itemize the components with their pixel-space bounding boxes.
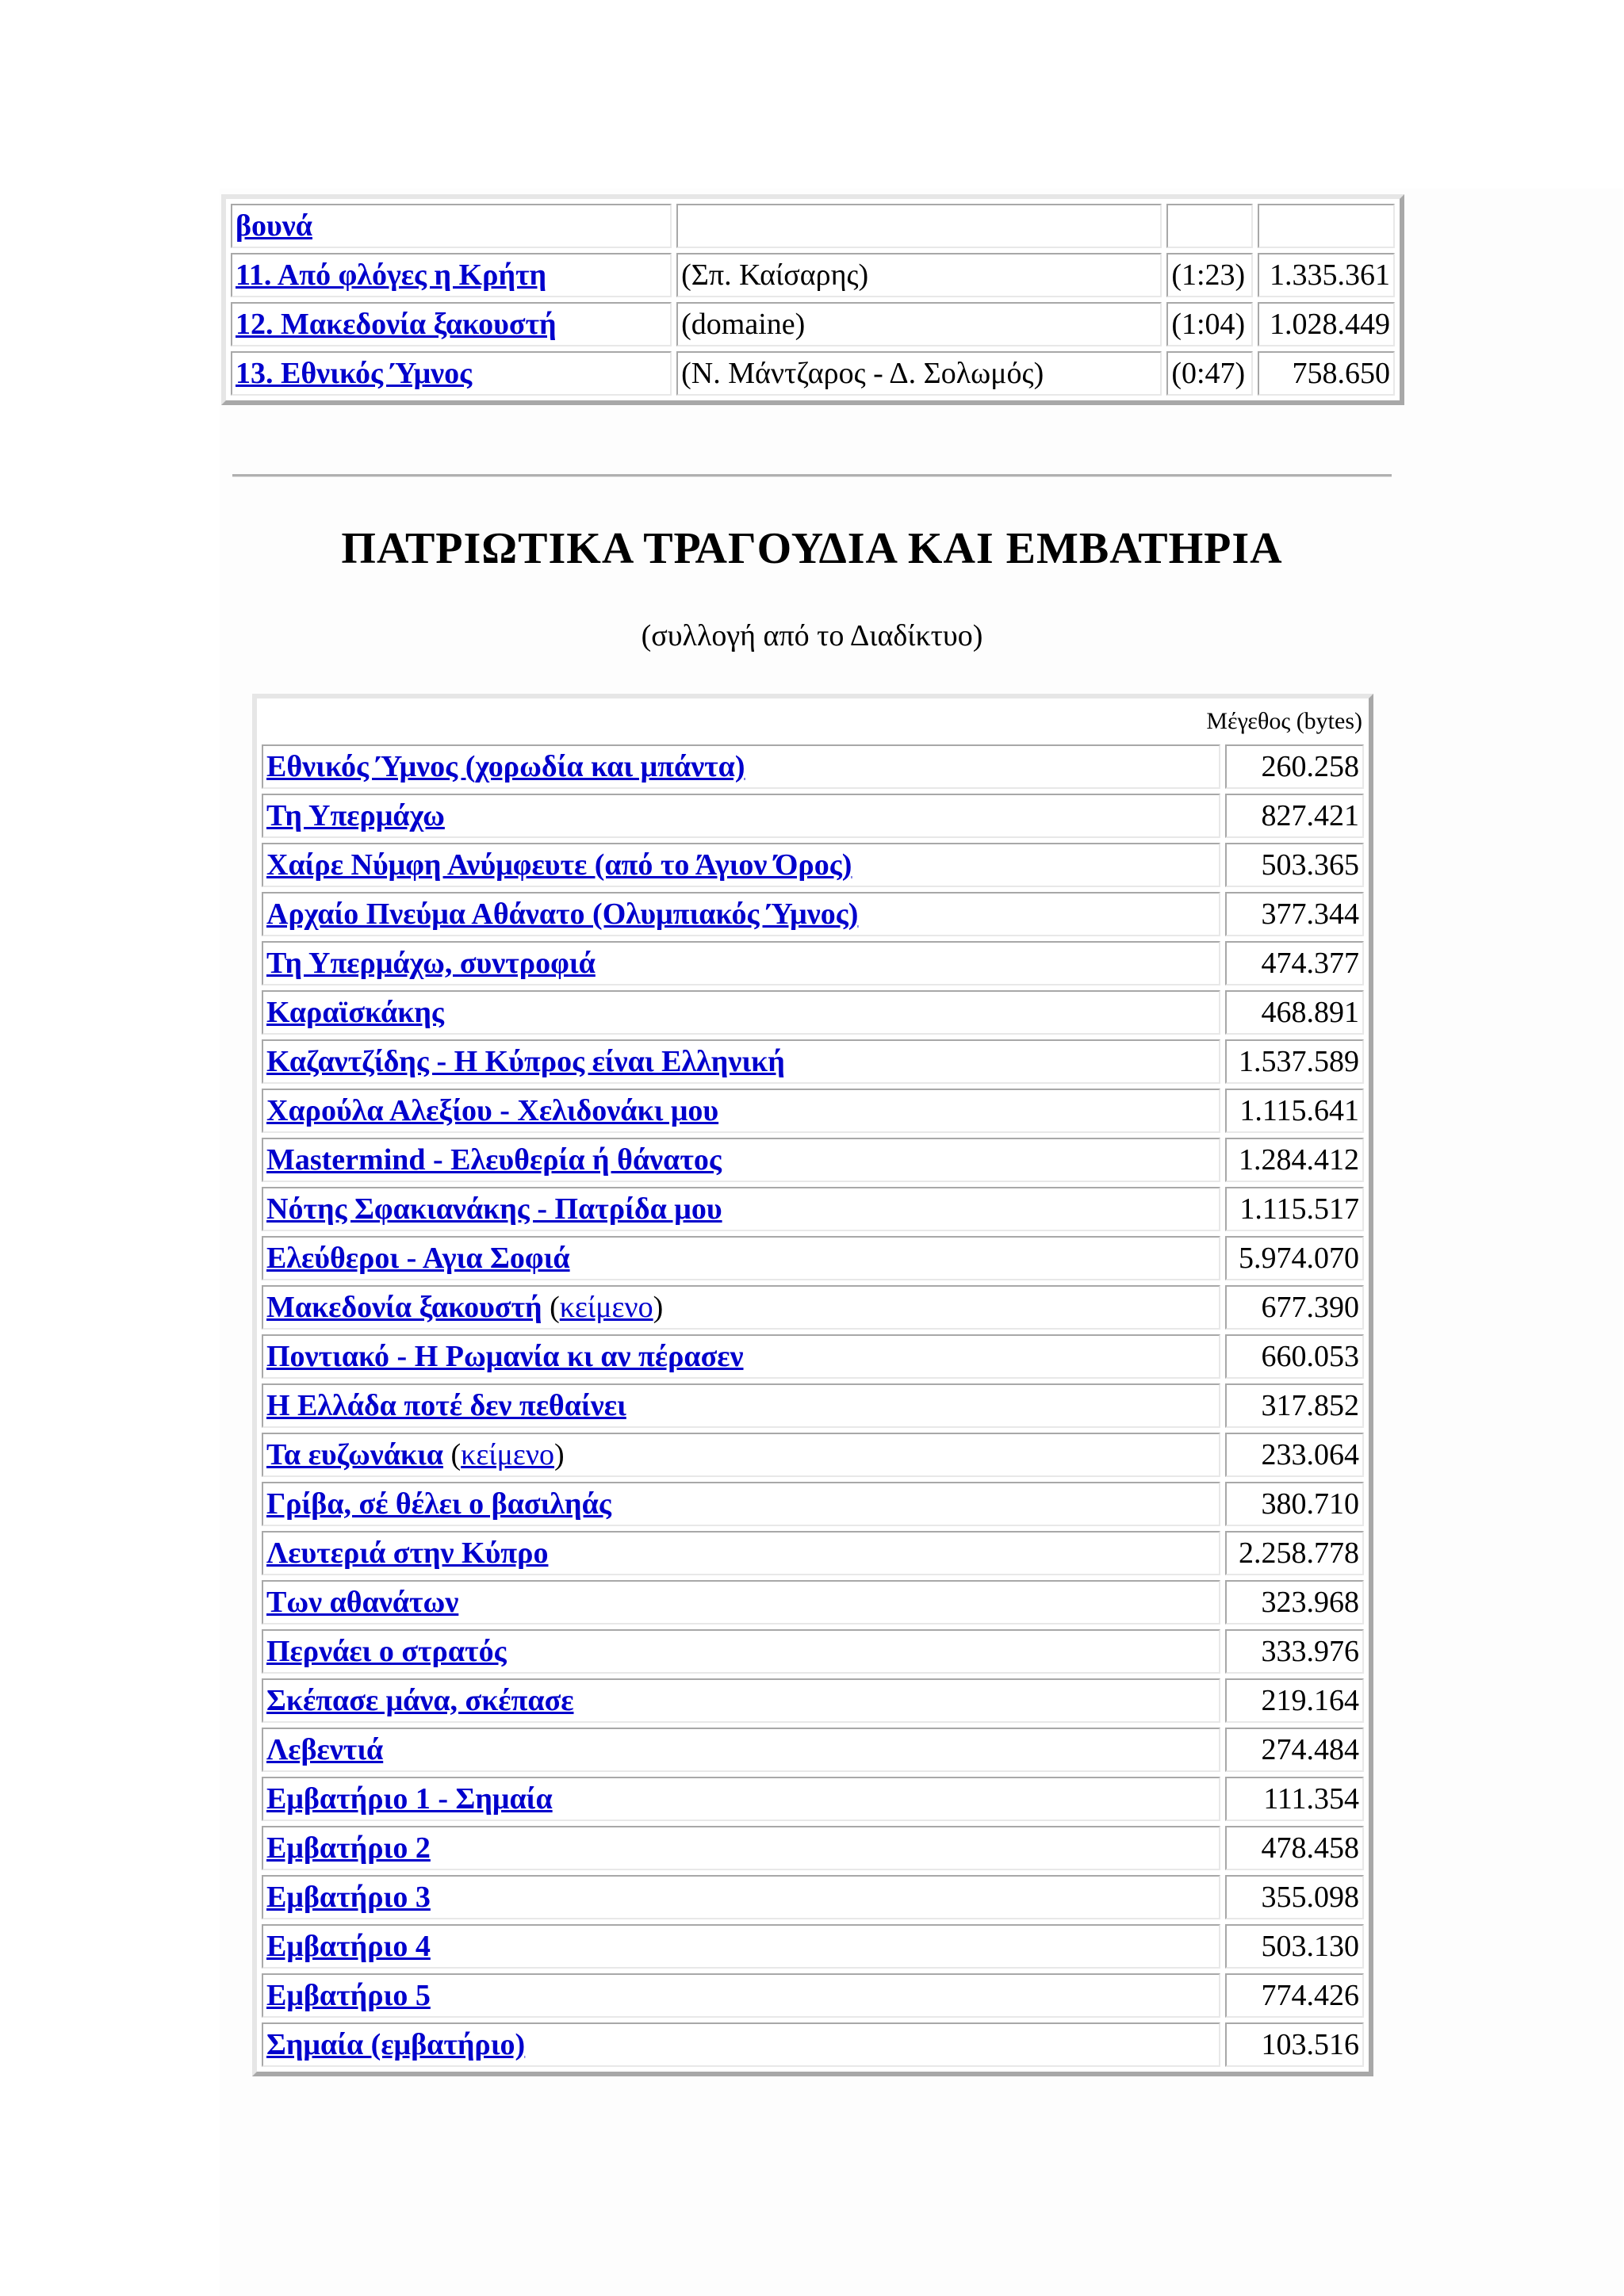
song-link[interactable]: Λευτεριά στην Κύπρο (266, 1536, 549, 1570)
title-cell (262, 2022, 1220, 2067)
size-cell: 1.335.361 (1258, 253, 1396, 297)
song-link[interactable]: Αρχαίο Πνεύμα Αθάνατο (Ολυμπιακός Ύμνος) (266, 897, 859, 931)
size-cell: 111.354 (1225, 1777, 1364, 1821)
song-link[interactable]: Μακεδονία ξακουστή (266, 1291, 542, 1324)
title-cell (262, 794, 1220, 838)
title-cell (262, 1039, 1220, 1084)
title-cell (262, 1580, 1220, 1624)
size-cell: 468.891 (1225, 990, 1364, 1035)
size-cell: 219.164 (1225, 1678, 1364, 1723)
size-cell: 1.284.412 (1225, 1138, 1364, 1182)
title-cell (262, 1383, 1220, 1428)
table-row (262, 1826, 1364, 1870)
song-link[interactable]: Τη Υπερμάχω (266, 799, 445, 832)
title-cell (262, 1678, 1220, 1723)
title-cell (262, 1973, 1220, 2018)
size-cell: 478.458 (1225, 1826, 1364, 1870)
size-cell: 333.976 (1225, 1629, 1364, 1674)
table-row (262, 892, 1364, 936)
song-link[interactable]: Εμβατήριο 1 - Σημαία (266, 1782, 553, 1816)
paren-close: ) (653, 1291, 664, 1324)
size-cell: 323.968 (1225, 1580, 1364, 1624)
size-cell: 1.537.589 (1225, 1039, 1364, 1084)
song-link[interactable]: Ελεύθεροι - Αγια Σοφιά (266, 1242, 570, 1275)
title-cell (231, 302, 672, 346)
song-link[interactable]: 12. Μακεδονία ξακουστή (236, 308, 557, 341)
table-row (262, 1089, 1364, 1133)
section-title: ΠΑΤΡΙΩΤΙΚΑ ΤΡΑΓΟΥΔΙΑ ΚΑΙ ΕΜΒΑΤΗΡΙΑ (341, 524, 1283, 573)
size-cell (1258, 204, 1396, 248)
song-link[interactable]: Εμβατήριο 5 (266, 1979, 431, 2012)
song-link[interactable]: Χαρούλα Αλεξίου - Χελιδονάκι μου (266, 1094, 719, 1127)
song-link[interactable]: Των αθανάτων (266, 1586, 459, 1619)
table-row (262, 843, 1364, 887)
title-cell (262, 1433, 1220, 1477)
table-row (262, 744, 1364, 789)
song-link[interactable]: Ποντιακό - Η Ρωμανία κι αν πέρασεν (266, 1340, 744, 1373)
table-row (262, 1580, 1364, 1624)
title-cell (262, 1875, 1220, 1919)
size-cell: 660.053 (1225, 1334, 1364, 1379)
song-link[interactable]: 13. Εθνικός Ύμνος (236, 357, 473, 390)
duration-cell: (1:04) (1166, 302, 1252, 346)
size-cell: 503.365 (1225, 843, 1364, 887)
title-cell (262, 1089, 1220, 1133)
size-cell: 317.852 (1225, 1383, 1364, 1428)
size-cell: 355.098 (1225, 1875, 1364, 1919)
size-cell: 1.115.517 (1225, 1187, 1364, 1231)
size-cell: 274.484 (1225, 1728, 1364, 1772)
table-row (262, 1383, 1364, 1428)
lyrics-link[interactable]: κείμενο (559, 1291, 653, 1324)
size-column-header: Μέγεθος (bytes) (1206, 708, 1362, 734)
table-header-row (262, 703, 1364, 740)
table-row (262, 1236, 1364, 1280)
title-cell (262, 1236, 1220, 1280)
song-link[interactable]: Καραϊσκάκης (266, 996, 444, 1029)
table-row (231, 302, 1395, 346)
song-link[interactable]: Εμβατήριο 2 (266, 1831, 431, 1865)
title-cell (262, 1334, 1220, 1379)
table-row (262, 941, 1364, 985)
song-link[interactable]: Χαίρε Νύμφη Ανύμφευτε (από το Άγιον Όρος) (266, 848, 852, 882)
duration-cell: (0:47) (1166, 351, 1252, 396)
title-cell (262, 1482, 1220, 1526)
size-cell: 827.421 (1225, 794, 1364, 838)
size-cell: 503.130 (1225, 1924, 1364, 1969)
song-link[interactable]: Νότης Σφακιανάκης - Πατρίδα μου (266, 1192, 722, 1226)
song-link[interactable]: Εμβατήριο 4 (266, 1930, 431, 1963)
table-row (262, 1678, 1364, 1723)
title-cell (231, 351, 672, 396)
author-cell: (domaine) (676, 302, 1162, 346)
table-row (262, 1433, 1364, 1477)
table-row (231, 351, 1395, 396)
song-link[interactable]: Περνάει ο στρατός (266, 1635, 507, 1668)
table-row (262, 1482, 1364, 1526)
table-row (262, 1138, 1364, 1182)
section-subtitle: (συλλογή από το Διαδίκτυο) (641, 619, 983, 652)
size-cell: 474.377 (1225, 941, 1364, 985)
song-link[interactable]: Σημαία (εμβατήριο) (266, 2028, 526, 2061)
title-cell (262, 744, 1220, 789)
size-cell: 233.064 (1225, 1433, 1364, 1477)
lyrics-link[interactable]: κείμενο (461, 1438, 555, 1471)
songs-table-top (221, 194, 1404, 405)
author-cell (676, 204, 1162, 248)
size-cell: 380.710 (1225, 1482, 1364, 1526)
songs-table-main (252, 694, 1373, 2076)
table-row (262, 794, 1364, 838)
table-row (262, 1875, 1364, 1919)
table-row (262, 990, 1364, 1035)
table-row (231, 204, 1395, 248)
duration-cell (1166, 204, 1252, 248)
table-row (262, 2022, 1364, 2067)
table-row (262, 1334, 1364, 1379)
table-row (262, 1039, 1364, 1084)
title-cell (262, 1728, 1220, 1772)
table-row (262, 1629, 1364, 1674)
size-cell: 377.344 (1225, 892, 1364, 936)
title-cell (262, 892, 1220, 936)
size-cell: 2.258.778 (1225, 1531, 1364, 1575)
title-cell (262, 990, 1220, 1035)
table-row (262, 1777, 1364, 1821)
horizontal-rule (232, 474, 1392, 477)
song-link[interactable]: Εθνικός Ύμνος (χορωδία και μπάντα) (266, 750, 745, 783)
size-cell: 774.426 (1225, 1973, 1364, 2018)
author-cell: (Ν. Μάντζαρος - Δ. Σολωμός) (676, 351, 1162, 396)
size-cell: 260.258 (1225, 744, 1364, 789)
paren-open: ( (443, 1438, 462, 1471)
size-cell: 677.390 (1225, 1285, 1364, 1330)
song-link[interactable]: Τη Υπερμάχω, συντροφιά (266, 947, 596, 980)
title-cell (262, 1777, 1220, 1821)
title-cell (262, 1138, 1220, 1182)
title-cell (262, 1924, 1220, 1969)
table-row (262, 1531, 1364, 1575)
paren-open: ( (542, 1291, 560, 1324)
title-cell (231, 253, 672, 297)
table-row (262, 1728, 1364, 1772)
author-cell: (Σπ. Καίσαρης) (676, 253, 1162, 297)
song-link[interactable]: βουνά (236, 209, 312, 243)
table-row (262, 1924, 1364, 1969)
title-cell (262, 843, 1220, 887)
song-link[interactable]: Καζαντζίδης - Η Κύπρος είναι Ελληνική (266, 1045, 785, 1078)
table-row (231, 253, 1395, 297)
title-cell (262, 1629, 1220, 1674)
table-row (262, 1973, 1364, 2018)
title-cell (262, 1826, 1220, 1870)
size-cell: 103.516 (1225, 2022, 1364, 2067)
table-row (262, 1187, 1364, 1231)
size-cell: 1.115.641 (1225, 1089, 1364, 1133)
song-link[interactable]: Λεβεντιά (266, 1733, 384, 1766)
title-cell (262, 1187, 1220, 1231)
song-link[interactable]: 11. Από φλόγες η Κρήτη (236, 258, 547, 292)
paren-close: ) (554, 1438, 565, 1471)
duration-cell: (1:23) (1166, 253, 1252, 297)
song-link[interactable]: Η Ελλάδα ποτέ δεν πεθαίνει (266, 1389, 626, 1422)
song-link[interactable]: Γρίβα, σέ θέλει ο βασιληάς (266, 1487, 611, 1521)
title-cell (262, 1531, 1220, 1575)
size-cell: 5.974.070 (1225, 1236, 1364, 1280)
song-link[interactable]: Τα ευζωνάκια (266, 1438, 444, 1471)
size-cell: 758.650 (1258, 351, 1396, 396)
title-cell (262, 1285, 1220, 1330)
title-cell (231, 204, 672, 248)
song-link[interactable]: Εμβατήριο 3 (266, 1881, 431, 1914)
table-row (262, 1285, 1364, 1330)
song-link[interactable]: Σκέπασε μάνα, σκέπασε (266, 1684, 574, 1717)
size-cell: 1.028.449 (1258, 302, 1396, 346)
song-link[interactable]: Mastermind - Ελευθερία ή θάνατος (266, 1143, 722, 1177)
title-cell (262, 941, 1220, 985)
